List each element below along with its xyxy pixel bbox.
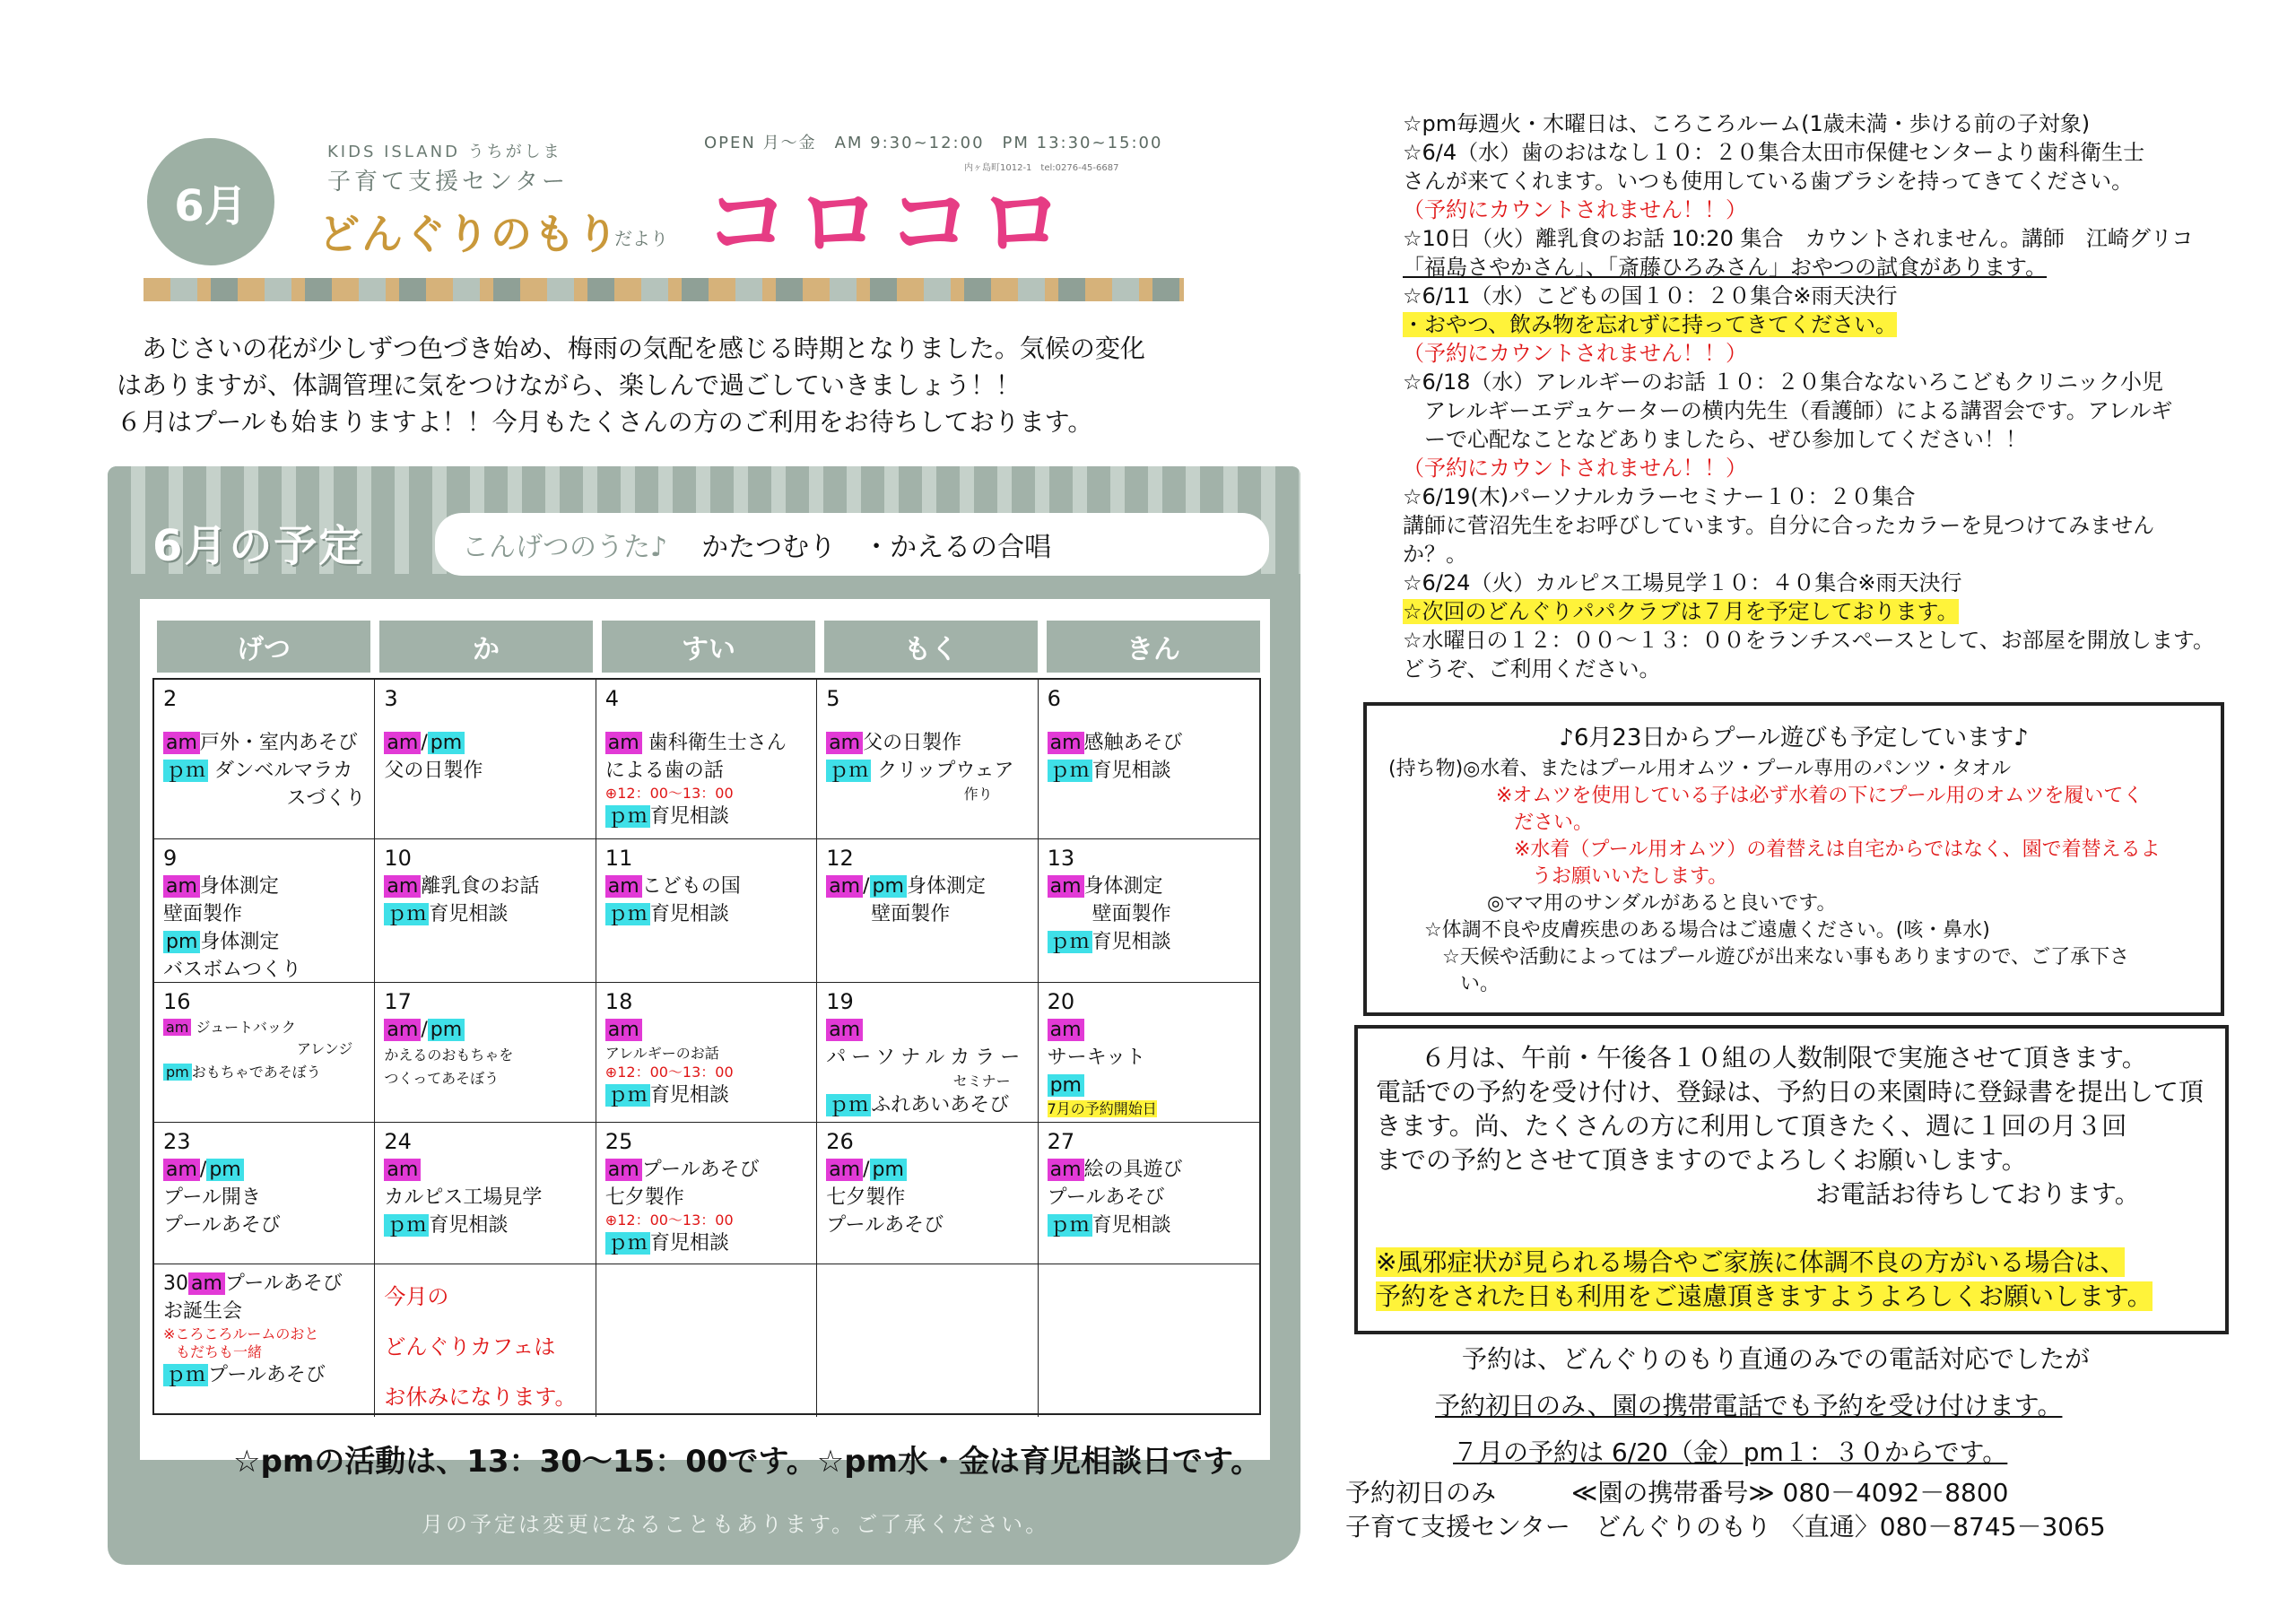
am-tag: am bbox=[826, 1159, 863, 1181]
calendar-day bbox=[596, 839, 817, 983]
pool-line: い。 bbox=[1460, 973, 1500, 995]
song-bar bbox=[435, 513, 1269, 576]
activity: アレルギーのお話 bbox=[604, 1045, 719, 1062]
day-number: 20 bbox=[1047, 989, 1075, 1014]
day-number: 25 bbox=[604, 1129, 633, 1154]
activity: による歯の話 bbox=[604, 760, 724, 782]
activity: カルピス工場見学 bbox=[384, 1186, 543, 1209]
pm-tag: ｐｍ bbox=[1048, 1214, 1092, 1237]
activity: セミナー bbox=[952, 1073, 1011, 1090]
activity: 感触あそび bbox=[1083, 732, 1183, 754]
activity: スづくり bbox=[286, 787, 366, 810]
activity: プールあそび bbox=[826, 1214, 944, 1237]
address: 内ヶ島町1012-1 tel:0276-45-6687 bbox=[964, 163, 1119, 173]
am-tag: am bbox=[826, 1019, 863, 1041]
note: もだちも一緒 bbox=[176, 1343, 263, 1360]
calendar-day bbox=[1039, 1123, 1259, 1264]
activity: プールあそび bbox=[208, 1364, 326, 1386]
activity: パーソナルカラー bbox=[826, 1046, 1026, 1069]
notices bbox=[1403, 109, 2264, 683]
reservation-info bbox=[1345, 1336, 2242, 1544]
activity: 育児相談 bbox=[429, 1214, 509, 1237]
notice-line: か？。 bbox=[1403, 542, 1467, 567]
activity: 育児相談 bbox=[1091, 1214, 1171, 1237]
weekday-header: か bbox=[379, 621, 593, 673]
reserve-phone-direct: 子育て支援センター どんぐりのもり 〈直通〉080－8745－3065 bbox=[1345, 1512, 2106, 1541]
reservation-start-badge: 7月の予約開始日 bbox=[1047, 1100, 1157, 1117]
am-tag: am bbox=[384, 1019, 421, 1041]
limit-line: 電話での予約を受け付け、登録は、予約日の来園時に登録書を提出して頂 bbox=[1376, 1077, 2204, 1107]
pm-tag: pm bbox=[870, 875, 907, 898]
activity: 壁面製作 bbox=[1091, 903, 1171, 925]
day-number: 18 bbox=[604, 989, 633, 1014]
pool-line: ◎ママ用のサンダルがあると良いです。 bbox=[1487, 892, 1837, 915]
notice-line: （予約にカウントされません！！） bbox=[1403, 341, 1747, 366]
am-tag: am bbox=[384, 875, 421, 898]
activity: 育児相談 bbox=[1091, 931, 1171, 953]
pm-tag: ｐｍ bbox=[605, 1232, 650, 1255]
weekday-header: もく bbox=[824, 621, 1038, 673]
center-name: 子育て支援センター bbox=[327, 169, 569, 195]
activity: プールあそび bbox=[1047, 1186, 1165, 1209]
activity: 育児相談 bbox=[429, 903, 509, 925]
cafe-line: お休みになります。 bbox=[384, 1385, 577, 1410]
notice-line: （予約にカウントされません！！） bbox=[1403, 456, 1747, 481]
activity: 育児相談 bbox=[649, 903, 729, 925]
note: ※ころころルームのおと bbox=[163, 1325, 319, 1342]
activity: プールあそび bbox=[163, 1214, 281, 1237]
calendar-day bbox=[1039, 680, 1259, 839]
activity: 絵の具遊び bbox=[1083, 1159, 1183, 1181]
pm-tag: ｐｍ bbox=[605, 903, 650, 925]
activity: アレンジ bbox=[296, 1040, 353, 1057]
pool-line: ださい。 bbox=[1514, 812, 1594, 834]
activity: 父の日製作 bbox=[384, 760, 483, 782]
day-number: 17 bbox=[384, 989, 412, 1014]
calendar-grid bbox=[152, 678, 1261, 1415]
activity: 父の日製作 bbox=[863, 732, 962, 754]
notice-line: ・おやつ、飲み物を忘れずに持ってきてください。 bbox=[1403, 312, 1898, 337]
activity: 育児相談 bbox=[649, 805, 729, 828]
weekday-header: げつ bbox=[157, 621, 370, 673]
day-number: 26 bbox=[826, 1129, 854, 1154]
notice-line: ーで心配なことなどありましたら、ぜひ参加してください！！ bbox=[1424, 427, 2027, 452]
notice-line: どうぞ、ご利用ください。 bbox=[1403, 656, 1661, 682]
pm-tag: ｐｍ bbox=[605, 1084, 650, 1107]
notice-line: 講師に菅沼先生をお呼びしています。自分に合ったカラーを見つけてみません bbox=[1403, 513, 2155, 538]
notice-line: さんが来てくれます。いつも使用している歯ブラシを持ってきてください。 bbox=[1403, 169, 2134, 194]
reserve-line: ７月の予約は 6/20（金）pm１：３０からです。 bbox=[1453, 1437, 2008, 1467]
reserve-line: 予約初日のみ、園の携帯電話でも予約を受け付けます。 bbox=[1435, 1391, 2063, 1420]
cafe-line: 今月の bbox=[384, 1284, 449, 1309]
activity: 壁面製作 bbox=[163, 903, 243, 925]
reserve-phone-mobile: 予約初日のみ ≪園の携帯番号≫ 080－4092－8800 bbox=[1345, 1478, 2009, 1507]
notice-line: ☆pm毎週火・木曜日は、ころころルーム(1歳未満・歩ける前の子対象) bbox=[1403, 111, 2091, 136]
calendar-day: 26 am / pm 七夕製作 プールあそび bbox=[817, 1123, 1038, 1264]
limit-warning: ※風邪症状が見られる場合やご家族に体調不良の方がいる場合は、 bbox=[1376, 1247, 2126, 1277]
song-title: かたつむり ・かえるの合唱 bbox=[701, 532, 1052, 563]
pm-tag: ｐｍ bbox=[163, 1364, 208, 1386]
calendar-day bbox=[1039, 983, 1259, 1123]
activity: サーキット bbox=[1047, 1046, 1146, 1069]
activity: 七夕製作 bbox=[604, 1186, 684, 1209]
am-tag: am bbox=[188, 1272, 225, 1295]
calendar-day bbox=[596, 680, 817, 839]
activity: 歯科衛生士さん bbox=[648, 732, 787, 754]
activity: 育児相談 bbox=[1091, 760, 1171, 782]
pool-line: ※水着（プール用オムツ）の着替えは自宅からではなく、園で着替えるよ bbox=[1514, 838, 2161, 861]
calendar-day-empty bbox=[596, 1264, 817, 1417]
activity: 離乳食のお話 bbox=[421, 875, 540, 898]
pm-tag: ｐｍ bbox=[826, 1094, 871, 1116]
dayori-label: だより bbox=[614, 228, 668, 249]
activity: こどもの国 bbox=[641, 875, 741, 898]
limit-line: ６月は、午前・午後各１０組の人数制限で実施させて頂きます。 bbox=[1421, 1043, 2147, 1073]
song-label: こんげつのうた♪ bbox=[462, 532, 668, 563]
time-note: ⊕12：00～13：00 bbox=[604, 1064, 734, 1081]
notice-line: ☆水曜日の１２：００～１３：００をランチスペースとして、お部屋を開放します。 bbox=[1403, 628, 2214, 653]
day-number: 23 bbox=[163, 1129, 191, 1154]
day-number: 27 bbox=[1047, 1129, 1075, 1154]
pool-line: (持ち物)◎水着、またはプール用オムツ・プール専用のパンツ・タオル bbox=[1388, 758, 2012, 780]
calendar-day bbox=[817, 680, 1038, 839]
activity: プールあそび bbox=[641, 1159, 760, 1181]
notice-line: 「福島さやかさん」、「斎藤ひろみさん」おやつの試食があります。 bbox=[1403, 255, 2048, 280]
notice-line: ☆6/11（水）こどもの国１０：２０集合※雨天決行 bbox=[1403, 283, 1898, 308]
pm-tag: ｐｍ bbox=[605, 805, 650, 828]
activity: ジュートバック bbox=[196, 1019, 296, 1036]
day-number: 30 bbox=[163, 1272, 188, 1295]
day-number: 5 bbox=[826, 686, 840, 711]
pool-line: ☆天候や活動によってはプール遊びが出来ない事もありますので、ご了承下さ bbox=[1442, 946, 2130, 968]
day-number: 12 bbox=[826, 846, 854, 871]
calendar-day: 23 am / pm プール開き プールあそび bbox=[154, 1123, 375, 1264]
notice-line: ☆6/24（火）カルピス工場見学１０：４０集合※雨天決行 bbox=[1403, 570, 1962, 595]
pool-line: ※オムツを使用している子は必ず水着の下にプール用のオムツを履いてく bbox=[1496, 785, 2144, 807]
am-tag: am bbox=[163, 1019, 191, 1036]
pm-tag: pm bbox=[428, 732, 465, 754]
am-tag: am bbox=[1048, 1159, 1084, 1181]
notice-line: ☆6/4（水）歯のおはなし１０：２０集合太田市保健センターより歯科衛生士 bbox=[1403, 140, 2145, 165]
activity: つくってあそぼう bbox=[384, 1070, 500, 1087]
pm-tag: ｐｍ bbox=[826, 760, 871, 782]
day-number: 2 bbox=[163, 686, 178, 711]
calendar-day-empty bbox=[1039, 1264, 1259, 1417]
am-tag: am bbox=[384, 732, 421, 754]
am-tag: am bbox=[826, 732, 863, 754]
am-tag: am bbox=[605, 1019, 642, 1041]
notice-line: アレルギーエデュケーターの横内先生（看護師）による講習会です。アレルギ bbox=[1424, 398, 2173, 423]
am-tag: am bbox=[1048, 875, 1084, 898]
calendar-day bbox=[154, 983, 375, 1123]
am-tag: am bbox=[384, 1159, 421, 1181]
am-tag: am bbox=[163, 732, 200, 754]
calendar-day bbox=[154, 839, 375, 983]
board-footer: 月の予定は変更になることもあります。ご了承ください。 bbox=[422, 1512, 1050, 1537]
intro-line: ６月はプールも始まりますよ！！今月もたくさんの方のご利用をお待ちしております。 bbox=[117, 407, 1093, 437]
activity: 作り bbox=[963, 786, 993, 803]
activity: ダンベルマラカ bbox=[214, 760, 353, 782]
donguri-title: どんぐりのもり bbox=[318, 210, 620, 258]
am-tag: am bbox=[163, 1159, 200, 1181]
day-number: 13 bbox=[1047, 846, 1075, 871]
notice-line: （予約にカウントされません！！） bbox=[1403, 197, 1747, 222]
activity: 育児相談 bbox=[649, 1232, 729, 1255]
activity: 身体測定 bbox=[1083, 875, 1163, 898]
am-tag: am bbox=[163, 875, 200, 898]
pm-tag: ｐｍ bbox=[384, 903, 429, 925]
activity: プールあそび bbox=[224, 1272, 343, 1295]
calendar-day bbox=[1039, 839, 1259, 983]
pm-tag: ｐｍ bbox=[163, 760, 208, 782]
day-number: 9 bbox=[163, 846, 178, 871]
activity: かえるのおもちゃを bbox=[384, 1046, 514, 1064]
header-stripe bbox=[144, 278, 1184, 301]
pm-tag: pm bbox=[163, 931, 200, 953]
activity: 育児相談 bbox=[649, 1084, 729, 1107]
month-badge: 6月 bbox=[144, 135, 278, 269]
open-hours: OPEN 月～金 AM 9:30~12:00 PM 13:30~15:00 bbox=[704, 134, 1163, 152]
time-note: ⊕12：00～13：00 bbox=[604, 785, 734, 802]
weekday-header: きん bbox=[1047, 621, 1260, 673]
limit-line: お電話お待ちしております。 bbox=[1815, 1179, 2140, 1209]
reservation-limit-box bbox=[1354, 1025, 2229, 1334]
day-number: 16 bbox=[163, 989, 191, 1014]
pm-tag: ｐｍ bbox=[1048, 931, 1092, 953]
notice-line: ☆次回のどんぐりパパクラブは７月を予定しております。 bbox=[1403, 599, 1959, 624]
calendar-day bbox=[154, 1264, 375, 1417]
activity: 身体測定 bbox=[906, 875, 986, 898]
intro-line: はありますが、体調管理に気をつけながら、楽しんで過ごしていきましょう！！ bbox=[117, 370, 1022, 400]
am-tag: am bbox=[1048, 1019, 1084, 1041]
day-number: 11 bbox=[604, 846, 633, 871]
calendar-day bbox=[375, 1123, 596, 1264]
activity: 戸外・室内あそび bbox=[199, 732, 358, 754]
am-tag: am bbox=[826, 875, 863, 898]
calendar-day: 17 am / pm かえるのおもちゃを つくってあそぼう bbox=[375, 983, 596, 1123]
weekday-row bbox=[157, 621, 1269, 673]
pool-line: ☆体調不良や皮膚疾患のある場合はご遠慮ください。(咳・鼻水) bbox=[1424, 919, 1990, 942]
calendar-day: 12 am / pm 身体測定 壁面製作 bbox=[817, 839, 1038, 983]
pool-line: うお願いいたします。 bbox=[1532, 865, 1728, 888]
activity: おもちゃであそぼう bbox=[191, 1064, 321, 1081]
calendar-day bbox=[817, 983, 1038, 1123]
notice-line: ☆6/18（水）アレルギーのお話 １０：２０集合なないろこどもクリニック小児 bbox=[1403, 369, 2164, 395]
limit-line: きます。尚、たくさんの方に利用して頂きたく、週に１回の月３回 bbox=[1376, 1111, 2127, 1141]
activity: 壁面製作 bbox=[871, 903, 951, 925]
activity: クリップウェア bbox=[877, 760, 1014, 782]
day-number: 6 bbox=[1047, 686, 1061, 711]
intro-text bbox=[117, 330, 1265, 440]
limit-warning: 予約をされた日も利用をご遠慮頂きますようよろしくお願いします。 bbox=[1376, 1281, 2152, 1311]
activity: お誕生会 bbox=[163, 1300, 243, 1323]
activity: ふれあいあそび bbox=[871, 1094, 1010, 1116]
calendar-day bbox=[154, 680, 375, 839]
cafe-line: どんぐりカフェは bbox=[384, 1334, 556, 1359]
calendar-day-empty bbox=[817, 1264, 1038, 1417]
day-number: 24 bbox=[384, 1129, 412, 1154]
pm-tag: pm bbox=[870, 1159, 907, 1181]
activity: バスボムつくり bbox=[163, 959, 302, 981]
pool-title: ♪6月23日からプール遊びも予定しています♪ bbox=[1559, 725, 2029, 751]
weekday-header: すい bbox=[602, 621, 815, 673]
activity: 身体測定 bbox=[200, 931, 280, 953]
limit-line: までの予約とさせて頂きますのでよろしくお願いします。 bbox=[1376, 1145, 2027, 1175]
kids-island-label: KIDS ISLAND うちがしま bbox=[327, 143, 562, 161]
korokoro-logo: コロコロ bbox=[704, 172, 1070, 273]
pm-tag: pm bbox=[163, 1064, 192, 1081]
pm-tag: ｐｍ bbox=[1048, 760, 1092, 782]
calendar-day bbox=[375, 839, 596, 983]
am-tag: am bbox=[1048, 732, 1084, 754]
pm-tag: pm bbox=[1048, 1074, 1084, 1097]
header bbox=[135, 108, 1238, 314]
cafe-notice bbox=[375, 1264, 596, 1417]
schedule-board bbox=[108, 466, 1300, 1565]
activity: 七夕製作 bbox=[826, 1186, 906, 1209]
pm-tag: pm bbox=[428, 1019, 465, 1041]
time-note: ⊕12：00～13：00 bbox=[604, 1211, 734, 1229]
pool-notice-box bbox=[1363, 702, 2224, 1016]
day-number: 3 bbox=[384, 686, 398, 711]
activity: プール開き bbox=[163, 1186, 261, 1209]
pm-tag: ｐｍ bbox=[384, 1214, 429, 1237]
pm-note: ☆pmの活動は、13：30～15：00です。☆pm水・金は育児相談日です。 bbox=[233, 1444, 1262, 1480]
calendar-day bbox=[596, 1123, 817, 1264]
notice-line: ☆10日（火）離乳食のお話 10:20 集合 カウントされません。講師 江崎グリコ bbox=[1403, 226, 2194, 251]
activity: 身体測定 bbox=[199, 875, 279, 898]
day-number: 4 bbox=[604, 686, 620, 711]
calendar-day: 3 am / pm 父の日製作 bbox=[375, 680, 596, 839]
day-number: 19 bbox=[826, 989, 854, 1014]
am-tag: am bbox=[605, 1159, 642, 1181]
calendar-day bbox=[596, 983, 817, 1123]
day-number: 10 bbox=[384, 846, 412, 871]
intro-line: あじさいの花が少しずつ色づき始め、梅雨の気配を感じる時期となりました。気候の変化 bbox=[142, 334, 1145, 363]
notice-line: ☆6/19(木)パーソナルカラーセミナー１０：２０集合 bbox=[1403, 484, 1916, 509]
reserve-line: 予約は、どんぐりのもり直通のみでの電話対応でしたが bbox=[1462, 1344, 2091, 1374]
am-tag: am bbox=[605, 732, 642, 754]
board-title: 6月の予定 bbox=[152, 521, 364, 571]
am-tag: am bbox=[605, 875, 642, 898]
pm-tag: pm bbox=[206, 1159, 243, 1181]
